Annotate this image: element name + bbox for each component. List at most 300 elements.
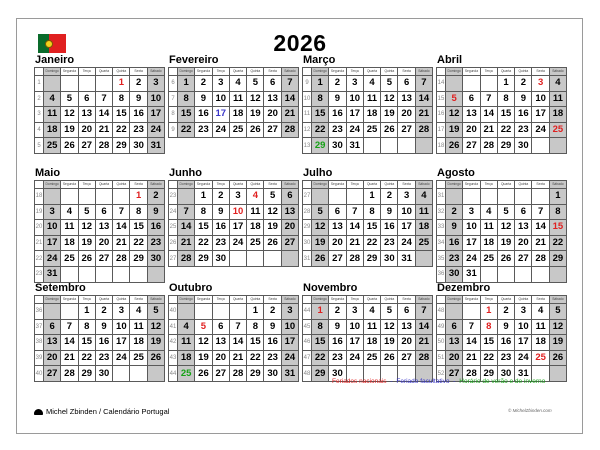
day-cell: 2 — [212, 189, 229, 205]
day-cell: 18 — [532, 335, 549, 351]
week-row — [437, 235, 567, 251]
week-row — [303, 138, 433, 154]
day-cell: 8 — [247, 319, 264, 335]
day-cell: 13 — [463, 107, 480, 123]
day-cell: 7 — [61, 319, 78, 335]
week-row — [437, 266, 567, 282]
weekday-header: Quinta — [515, 68, 532, 76]
day-cell: 25 — [61, 251, 78, 267]
weekday-header-row — [303, 181, 433, 189]
empty-day-cell — [95, 266, 112, 282]
weekday-header: Domingo — [178, 296, 195, 304]
legend-daylight-saving: Horário de verão e de inverno — [459, 378, 546, 385]
empty-day-cell — [549, 138, 566, 154]
day-cell: 18 — [178, 350, 195, 366]
day-cell: 9 — [212, 204, 229, 220]
day-cell: 12 — [247, 91, 264, 107]
day-cell: 1 — [113, 76, 130, 92]
weekday-header: Segunda — [195, 296, 212, 304]
week-row — [437, 91, 567, 107]
weekday-header: Quinta — [381, 296, 398, 304]
week-row — [437, 204, 567, 220]
day-cell: 12 — [549, 319, 566, 335]
day-cell: 5 — [497, 204, 514, 220]
week-number: 17 — [437, 122, 446, 138]
week-row — [35, 76, 165, 92]
week-row — [303, 319, 433, 335]
month-table — [34, 180, 165, 283]
empty-day-cell — [264, 251, 281, 267]
day-cell: 15 — [549, 220, 566, 236]
day-cell: 15 — [497, 107, 514, 123]
day-cell: 21 — [229, 350, 246, 366]
week-row — [303, 220, 433, 236]
empty-day-cell — [78, 76, 95, 92]
day-cell: 21 — [113, 235, 130, 251]
week-row — [437, 350, 567, 366]
week-row — [437, 304, 567, 320]
day-cell: 9 — [497, 319, 514, 335]
month-table — [302, 67, 433, 154]
day-cell: 25 — [363, 350, 380, 366]
weekday-header-row — [35, 181, 165, 189]
legend — [332, 378, 545, 385]
day-cell: 19 — [61, 122, 78, 138]
day-cell: 24 — [229, 235, 246, 251]
empty-day-cell — [381, 138, 398, 154]
day-cell: 20 — [463, 122, 480, 138]
day-cell: 11 — [130, 319, 147, 335]
empty-day-cell — [415, 138, 432, 154]
day-cell: 18 — [247, 220, 264, 236]
week-row — [35, 122, 165, 138]
empty-day-cell — [78, 189, 95, 205]
week-row — [303, 335, 433, 351]
week-row — [35, 266, 165, 282]
weekday-header-row — [303, 68, 433, 76]
day-cell: 13 — [264, 91, 281, 107]
week-number: 12 — [303, 122, 312, 138]
weekday-header: Sábado — [415, 181, 432, 189]
week-number-header — [169, 68, 178, 76]
week-number: 11 — [303, 107, 312, 123]
day-cell: 11 — [532, 319, 549, 335]
weekday-header: Terça — [78, 296, 95, 304]
day-cell: 17 — [398, 220, 415, 236]
day-cell: 6 — [463, 91, 480, 107]
day-cell: 15 — [312, 335, 329, 351]
weekday-header: Domingo — [44, 181, 61, 189]
empty-day-cell — [147, 266, 164, 282]
weekday-header: Quinta — [381, 181, 398, 189]
week-row — [169, 235, 299, 251]
week-number: 36 — [437, 266, 446, 282]
week-number: 27 — [169, 251, 178, 267]
day-cell: 3 — [346, 304, 363, 320]
week-number: 4 — [35, 122, 44, 138]
empty-day-cell — [398, 138, 415, 154]
day-cell: 14 — [281, 91, 298, 107]
day-cell: 19 — [446, 122, 463, 138]
day-cell: 22 — [497, 122, 514, 138]
week-row — [303, 107, 433, 123]
empty-day-cell — [480, 266, 497, 282]
day-cell: 5 — [381, 304, 398, 320]
day-cell: 13 — [78, 107, 95, 123]
day-cell: 8 — [549, 204, 566, 220]
day-cell: 11 — [44, 107, 61, 123]
day-cell: 8 — [113, 91, 130, 107]
day-cell: 15 — [312, 107, 329, 123]
day-cell: 6 — [44, 319, 61, 335]
day-cell: 9 — [381, 204, 398, 220]
day-cell: 22 — [178, 122, 195, 138]
day-cell: 10 — [113, 319, 130, 335]
day-cell: 26 — [247, 122, 264, 138]
author-logo-icon — [34, 409, 43, 415]
week-number: 19 — [35, 204, 44, 220]
month-name: Setembro — [35, 282, 86, 294]
weekday-header: Terça — [346, 181, 363, 189]
weekday-header: Domingo — [312, 68, 329, 76]
week-row — [35, 335, 165, 351]
day-cell: 30 — [130, 138, 147, 154]
day-cell: 30 — [329, 138, 346, 154]
month-table — [168, 295, 299, 382]
day-cell: 2 — [329, 304, 346, 320]
day-cell: 30 — [446, 266, 463, 282]
week-number: 32 — [437, 204, 446, 220]
day-cell: 7 — [532, 204, 549, 220]
day-cell: 24 — [147, 122, 164, 138]
weekday-header: Quinta — [113, 296, 130, 304]
weekday-header: Domingo — [446, 181, 463, 189]
month-name: Junho — [169, 167, 202, 179]
day-cell: 6 — [446, 319, 463, 335]
day-cell: 16 — [497, 335, 514, 351]
week-row — [303, 251, 433, 267]
weekday-header: Sexta — [130, 181, 147, 189]
day-cell: 20 — [398, 335, 415, 351]
day-cell: 24 — [463, 251, 480, 267]
day-cell: 22 — [312, 122, 329, 138]
day-cell: 16 — [147, 220, 164, 236]
month-name: Outubro — [169, 282, 213, 294]
week-row — [437, 251, 567, 267]
day-cell: 4 — [415, 189, 432, 205]
empty-day-cell — [44, 76, 61, 92]
empty-day-cell — [61, 76, 78, 92]
empty-day-cell — [195, 304, 212, 320]
weekday-header-row — [35, 296, 165, 304]
day-cell: 22 — [78, 350, 95, 366]
day-cell: 4 — [363, 76, 380, 92]
day-cell: 22 — [247, 350, 264, 366]
day-cell: 30 — [497, 366, 514, 382]
weekday-header: Quarta — [95, 181, 112, 189]
day-cell: 26 — [61, 138, 78, 154]
weekday-header: Quarta — [229, 181, 246, 189]
weekday-header: Terça — [212, 181, 229, 189]
week-row — [169, 122, 299, 138]
week-row — [169, 335, 299, 351]
day-cell: 8 — [480, 319, 497, 335]
day-cell: 28 — [346, 251, 363, 267]
weekday-header-row — [437, 68, 567, 76]
legend-national-holidays: Feriados nacionais — [332, 378, 387, 385]
day-cell: 29 — [549, 251, 566, 267]
month-block — [168, 281, 298, 382]
week-number: 21 — [35, 235, 44, 251]
day-cell: 29 — [480, 366, 497, 382]
day-cell: 5 — [61, 91, 78, 107]
week-number: 24 — [169, 204, 178, 220]
day-cell: 8 — [195, 204, 212, 220]
day-cell: 17 — [113, 335, 130, 351]
day-cell: 8 — [312, 91, 329, 107]
week-row — [437, 319, 567, 335]
day-cell: 3 — [44, 204, 61, 220]
empty-day-cell — [480, 76, 497, 92]
day-cell: 31 — [398, 251, 415, 267]
day-cell: 4 — [480, 204, 497, 220]
weekday-header: Quarta — [95, 296, 112, 304]
empty-day-cell — [463, 76, 480, 92]
day-cell: 1 — [363, 189, 380, 205]
month-table — [34, 295, 165, 382]
weekday-header: Sexta — [130, 296, 147, 304]
day-cell: 14 — [113, 220, 130, 236]
day-cell: 25 — [363, 122, 380, 138]
day-cell: 6 — [515, 204, 532, 220]
day-cell: 26 — [497, 251, 514, 267]
weekday-header: Quinta — [113, 68, 130, 76]
day-cell: 24 — [515, 350, 532, 366]
day-cell: 3 — [212, 76, 229, 92]
day-cell: 14 — [532, 220, 549, 236]
day-cell: 1 — [78, 304, 95, 320]
day-cell: 26 — [264, 235, 281, 251]
week-row — [303, 76, 433, 92]
day-cell: 7 — [463, 319, 480, 335]
weekday-header: Segunda — [195, 181, 212, 189]
day-cell: 28 — [113, 251, 130, 267]
month-block — [168, 166, 298, 267]
month-block — [436, 166, 566, 283]
day-cell: 31 — [515, 366, 532, 382]
day-cell: 4 — [532, 304, 549, 320]
day-cell: 28 — [463, 366, 480, 382]
empty-day-cell — [113, 266, 130, 282]
weekday-header: Sexta — [264, 296, 281, 304]
week-number: 9 — [169, 122, 178, 138]
weekday-header: Segunda — [195, 68, 212, 76]
day-cell: 9 — [446, 220, 463, 236]
weekday-header: Domingo — [312, 181, 329, 189]
week-number: 48 — [437, 304, 446, 320]
week-number: 15 — [437, 91, 446, 107]
empty-day-cell — [497, 189, 514, 205]
week-row — [437, 335, 567, 351]
day-cell: 12 — [195, 335, 212, 351]
day-cell: 12 — [61, 107, 78, 123]
day-cell: 1 — [312, 76, 329, 92]
day-cell: 30 — [329, 366, 346, 382]
month-name: Janeiro — [35, 54, 75, 66]
day-cell: 9 — [264, 319, 281, 335]
month-block — [34, 53, 164, 154]
weekday-header: Quinta — [515, 296, 532, 304]
week-row — [303, 204, 433, 220]
day-cell: 10 — [515, 319, 532, 335]
day-cell: 24 — [212, 122, 229, 138]
day-cell: 6 — [264, 76, 281, 92]
weekday-header: Quinta — [113, 181, 130, 189]
month-table — [436, 180, 567, 283]
week-row — [35, 251, 165, 267]
empty-day-cell — [312, 189, 329, 205]
week-row — [169, 76, 299, 92]
day-cell: 6 — [281, 189, 298, 205]
day-cell: 9 — [515, 91, 532, 107]
week-row — [169, 366, 299, 382]
week-number: 18 — [35, 189, 44, 205]
day-cell: 5 — [381, 76, 398, 92]
week-row — [437, 220, 567, 236]
day-cell: 14 — [415, 91, 432, 107]
day-cell: 19 — [549, 335, 566, 351]
weekday-header: Sexta — [398, 181, 415, 189]
day-cell: 20 — [398, 107, 415, 123]
week-row — [35, 107, 165, 123]
day-cell: 26 — [195, 366, 212, 382]
month-table — [302, 180, 433, 267]
month-table — [436, 295, 567, 382]
week-row — [169, 304, 299, 320]
week-row — [35, 235, 165, 251]
day-cell: 31 — [281, 366, 298, 382]
day-cell: 11 — [480, 220, 497, 236]
day-cell: 4 — [130, 304, 147, 320]
day-cell: 24 — [346, 350, 363, 366]
day-cell: 15 — [480, 335, 497, 351]
week-number: 26 — [169, 235, 178, 251]
weekday-header-row — [437, 181, 567, 189]
day-cell: 20 — [281, 220, 298, 236]
day-cell: 11 — [61, 220, 78, 236]
day-cell: 12 — [312, 220, 329, 236]
day-cell: 31 — [147, 138, 164, 154]
day-cell: 9 — [95, 319, 112, 335]
week-number-header — [437, 68, 446, 76]
week-number: 7 — [169, 91, 178, 107]
day-cell: 26 — [381, 122, 398, 138]
day-cell: 2 — [381, 189, 398, 205]
day-cell: 31 — [463, 266, 480, 282]
empty-day-cell — [446, 304, 463, 320]
day-cell: 6 — [398, 76, 415, 92]
portugal-flag-icon — [38, 34, 66, 53]
day-cell: 24 — [281, 350, 298, 366]
day-cell: 4 — [549, 76, 566, 92]
day-cell: 18 — [363, 335, 380, 351]
week-number: 31 — [303, 251, 312, 267]
day-cell: 4 — [178, 319, 195, 335]
legend-optional-holiday: Feriado facultativo — [396, 378, 450, 385]
day-cell: 12 — [446, 107, 463, 123]
day-cell: 2 — [195, 76, 212, 92]
day-cell: 30 — [95, 366, 112, 382]
weekday-header-row — [169, 181, 299, 189]
week-number: 14 — [437, 76, 446, 92]
day-cell: 29 — [247, 366, 264, 382]
day-cell: 22 — [549, 235, 566, 251]
week-row — [35, 350, 165, 366]
day-cell: 13 — [398, 91, 415, 107]
legend-separator: - — [390, 378, 393, 385]
day-cell: 27 — [78, 138, 95, 154]
day-cell: 26 — [381, 350, 398, 366]
empty-day-cell — [212, 304, 229, 320]
day-cell: 2 — [446, 204, 463, 220]
day-cell: 29 — [113, 138, 130, 154]
day-cell: 23 — [264, 350, 281, 366]
week-number: 48 — [303, 366, 312, 382]
empty-day-cell — [113, 366, 130, 382]
day-cell: 8 — [497, 91, 514, 107]
empty-day-cell — [247, 251, 264, 267]
empty-day-cell — [346, 189, 363, 205]
week-number: 40 — [35, 366, 44, 382]
day-cell: 3 — [532, 76, 549, 92]
weekday-header: Terça — [212, 68, 229, 76]
weekday-header-row — [303, 296, 433, 304]
day-cell: 23 — [147, 235, 164, 251]
day-cell: 13 — [281, 204, 298, 220]
week-number: 35 — [437, 251, 446, 267]
weekday-header: Terça — [480, 181, 497, 189]
month-name: Dezembro — [437, 282, 491, 294]
week-number: 16 — [437, 107, 446, 123]
day-cell: 14 — [480, 107, 497, 123]
day-cell: 23 — [195, 122, 212, 138]
empty-day-cell — [147, 366, 164, 382]
empty-day-cell — [446, 189, 463, 205]
day-cell: 21 — [532, 235, 549, 251]
empty-day-cell — [549, 266, 566, 282]
day-cell: 18 — [415, 220, 432, 236]
weekday-header: Segunda — [61, 181, 78, 189]
day-cell: 12 — [78, 220, 95, 236]
week-row — [169, 189, 299, 205]
day-cell: 21 — [463, 350, 480, 366]
day-cell: 8 — [363, 204, 380, 220]
week-number: 31 — [437, 189, 446, 205]
month-name: Abril — [437, 54, 463, 66]
day-cell: 12 — [147, 319, 164, 335]
day-cell: 17 — [532, 107, 549, 123]
empty-day-cell — [229, 251, 246, 267]
day-cell: 18 — [363, 107, 380, 123]
day-cell: 9 — [329, 91, 346, 107]
empty-day-cell — [363, 138, 380, 154]
day-cell: 21 — [95, 122, 112, 138]
week-number: 18 — [437, 138, 446, 154]
empty-day-cell — [532, 189, 549, 205]
day-cell: 15 — [78, 335, 95, 351]
day-cell: 11 — [247, 204, 264, 220]
empty-day-cell — [113, 189, 130, 205]
